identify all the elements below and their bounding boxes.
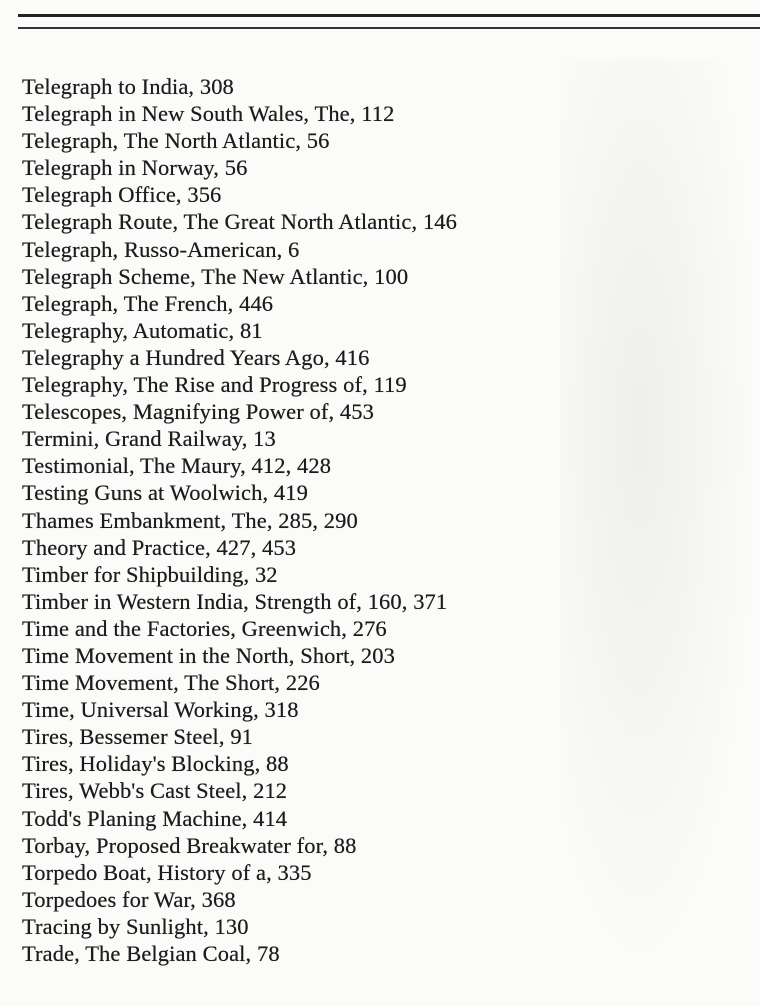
index-list <box>22 73 457 967</box>
index-entry: Termini, Grand Railway, 13 <box>22 426 276 452</box>
index-entry: Telegraph, The North Atlantic, 56 <box>22 128 330 154</box>
index-entry: Time Movement in the North, Short, 203 <box>22 642 395 668</box>
index-entry: Tires, Webb's Cast Steel, 212 <box>22 778 288 804</box>
index-entry: Telegraph Office, 356 <box>22 182 222 208</box>
index-entry: Telegraph in Norway, 56 <box>22 155 248 181</box>
index-entry: Testimonial, The Maury, 412, 428 <box>22 453 332 479</box>
index-entry: Time Movement, The Short, 226 <box>22 670 320 696</box>
index-entry: Thames Embankment, The, 285, 290 <box>22 507 358 533</box>
index-entry: Time and the Factories, Greenwich, 276 <box>22 615 387 641</box>
top-rule-thick <box>18 14 760 17</box>
index-entry: Telegraph, Russo-American, 6 <box>22 236 300 262</box>
index-entry: Trade, The Belgian Coal, 78 <box>22 941 280 966</box>
index-entry: Tires, Holiday's Blocking, 88 <box>22 751 289 777</box>
index-entry: Telegraph Scheme, The New Atlantic, 100 <box>22 263 409 289</box>
index-entry: Telegraphy, The Rise and Progress of, 119 <box>22 372 407 398</box>
index-entry: Time, Universal Working, 318 <box>22 697 299 723</box>
paper-shading <box>560 60 760 980</box>
index-entry: Torpedo Boat, History of a, 335 <box>22 859 312 885</box>
index-entry: Timber in Western India, Strength of, 160, 371 <box>22 588 448 614</box>
index-entry: Telescopes, Magnifying Power of, 453 <box>22 399 374 425</box>
index-entry: Telegraphy a Hundred Years Ago, 416 <box>22 344 370 370</box>
index-entry: Telegraph in New South Wales, The, 112 <box>22 101 395 127</box>
index-entry: Tracing by Sunlight, 130 <box>22 913 249 939</box>
index-entry: Telegraphy, Automatic, 81 <box>22 317 263 343</box>
top-rule-thin <box>18 27 760 29</box>
index-entry: Telegraph Route, The Great North Atlantic, 146 <box>22 209 457 235</box>
index-entry: Telegraph, The French, 446 <box>22 290 274 316</box>
index-entry: Testing Guns at Woolwich, 419 <box>22 480 308 506</box>
index-entry: Torbay, Proposed Breakwater for, 88 <box>22 832 357 858</box>
index-entry: Theory and Practice, 427, 453 <box>22 534 297 560</box>
index-entry: Telegraph to India, 308 <box>22 74 234 99</box>
index-entry: Timber for Shipbuilding, 32 <box>22 561 278 587</box>
index-entry: Todd's Planing Machine, 414 <box>22 805 288 831</box>
index-entry: Tires, Bessemer Steel, 91 <box>22 724 254 750</box>
index-entry: Torpedoes for War, 368 <box>22 886 236 912</box>
